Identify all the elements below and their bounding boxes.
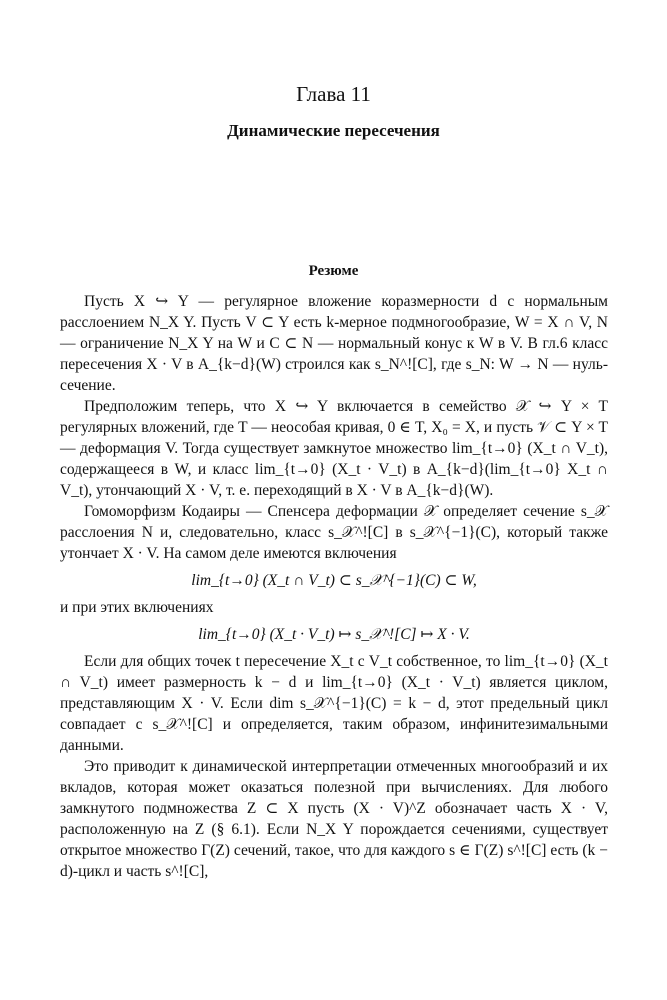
paragraph-5: Это приводит к динамической интерпретации отмеченных многообразий и их вкладов, которая может оказаться полезной при вычислениях. Для любого замкнутого подмножества Z ⊂ X пусть (X · V)^Z обозначает часть X · V, расположенную на Z (§ 6.1). Если N_X Y порождается сечениями, существует открытое множество Γ(Z) сечений, такое, что для каждого s ∈ Γ(Z) s^![C] есть (k − d)-цикл и часть s^![C], [60, 758, 608, 880]
formula-mapping: lim_{t→0} (X_t · V_t) ↦ s_𝒳^![C] ↦ X · V. [198, 626, 470, 643]
section-title: Резюме [308, 263, 359, 279]
paragraph-4: Если для общих точек t пересечение X_t с V_t собственное, то lim_{t→0} (X_t ∩ V_t) имеет размерность k − d и lim_{t→0} (X_t · V_t) является циклом, представляющим X · V. Если dim s_𝒳^{−1}(C) = k − d, этот предельный цикл совпадает с s_𝒳^![C] и определяется, таким образом, инфинитезимальными данными. [60, 653, 608, 754]
chapter-title: Динамические пересечения [227, 121, 440, 140]
paragraph-1: Пусть X ↪ Y — регулярное вложение коразмерности d с нормальным расслоением N_X Y. Пусть V ⊂ Y есть k-мерное подмногообразие, W = X ∩ V, N — ограничение N_X Y на W и C ⊂ N — нормальный конус к W в V. В гл.6 класс пересечения X · V в A_{k−d}(W) строился как s_N^![C], где s_N: W → N — нуль-сечение. [60, 293, 608, 394]
paragraph-2: Предположим теперь, что X ↪ Y включается в семейство 𝒳 ↪ Y × T регулярных вложений, где T — неособая кривая, 0 ∈ T, X₀ = X, и пусть 𝒱 ⊂ Y × T — деформация V. Тогда существует замкнутое множество lim_{t→0} (X_t ∩ V_t), содержащееся в W, и класс lim_{t→0} (X_t · V_t) в A_{k−d}(lim_{t→0} X_t ∩ V_t), утончающий X · V, т. е. переходящий в X · V в A_{k−d}(W). [60, 398, 608, 499]
paragraph-3: Гомоморфизм Кодаиры — Спенсера деформации 𝒳 определяет сечение s_𝒳 расслоения N и, следовательно, класс s_𝒳^![C] в s_𝒳^{−1}(C), который также утончает X · V. На самом деле имеются включения [60, 503, 608, 562]
body-text [60, 291, 608, 882]
paragraph-between-formulas: и при этих включениях [60, 599, 214, 616]
chapter-label: Глава 11 [296, 82, 371, 106]
formula-inclusions: lim_{t→0} (X_t ∩ V_t) ⊂ s_𝒳^{−1}(C) ⊂ W, [191, 572, 477, 589]
